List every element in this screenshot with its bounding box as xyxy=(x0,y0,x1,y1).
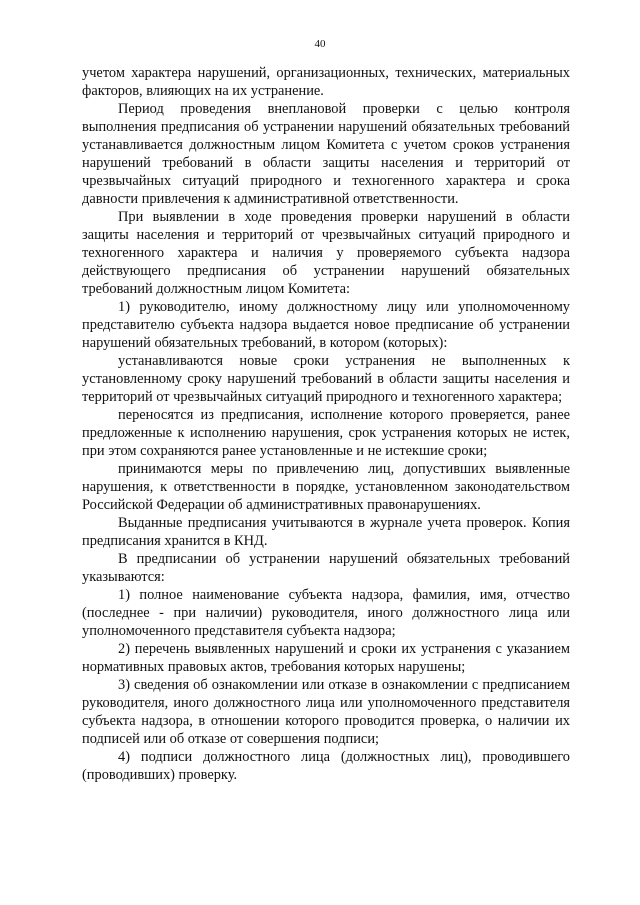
sub-item: устанавливаются новые сроки устранения не выполненных к установленному сроку нарушений требований в области защиты населения и территорий от чрезвычайных ситуаций природного и техногенного характера; xyxy=(82,353,570,405)
paragraph: Выданные предписания учитываются в журнале учета проверок. Копия предписания хранится в КНД. xyxy=(82,515,570,549)
paragraph-continuation: учетом характера нарушений, организационных, технических, материальных факторов, влияющих на их устранение. xyxy=(82,65,570,99)
list-item: 2) перечень выявленных нарушений и сроки их устранения с указанием нормативных правовых актов, требования которых нарушены; xyxy=(82,641,570,675)
sub-item: принимаются меры по привлечению лиц, допустивших выявленные нарушения, к ответственности в порядке, установленном законодательством Российской Федерации об административных правонарушениях. xyxy=(82,461,570,513)
list-item: 3) сведения об ознакомлении или отказе в ознакомлении с предписанием руководителя, иного должностного лица или уполномоченного представителя субъекта надзора, в отношении которого проводится проверка, о наличии их подписей или об отказе от совершения подписи; xyxy=(82,677,570,747)
list-item: 1) руководителю, иному должностному лицу или уполномоченному представителю субъекта надзора выдается новое предписание об устранении нарушений обязательных требований, в котором (которых): xyxy=(82,299,570,351)
paragraph: При выявлении в ходе проведения проверки нарушений в области защиты населения и территорий от чрезвычайных ситуаций природного и техногенного характера и наличия у проверяемого субъекта надзора действующего предписания об устранении нарушений обязательных требований должностным лицом Комитета: xyxy=(82,209,570,297)
paragraph: Период проведения внеплановой проверки с целью контроля выполнения предписания об устранении нарушений обязательных требований устанавливается должностным лицом Комитета с учетом сроков устранения нарушений требований в области защиты населения и территорий от чрезвычайных ситуаций природного и техногенного характера и срока давности привлечения к административной ответственности. xyxy=(82,101,570,207)
paragraph: В предписании об устранении нарушений обязательных требований указываются: xyxy=(82,551,570,585)
page-number: 40 xyxy=(314,38,326,50)
document-body xyxy=(82,64,570,784)
sub-item: переносятся из предписания, исполнение которого проверяется, ранее предложенные к исполнению нарушения, срок устранения которых не истек, при этом сохраняются ранее установленные и не истекшие сроки; xyxy=(82,407,570,459)
list-item: 4) подписи должностного лица (должностных лиц), проводившего (проводивших) проверку. xyxy=(82,749,570,783)
list-item: 1) полное наименование субъекта надзора, фамилия, имя, отчество (последнее - при наличии) руководителя, иного должностного лица или уполномоченного представителя субъекта надзора; xyxy=(82,587,570,639)
